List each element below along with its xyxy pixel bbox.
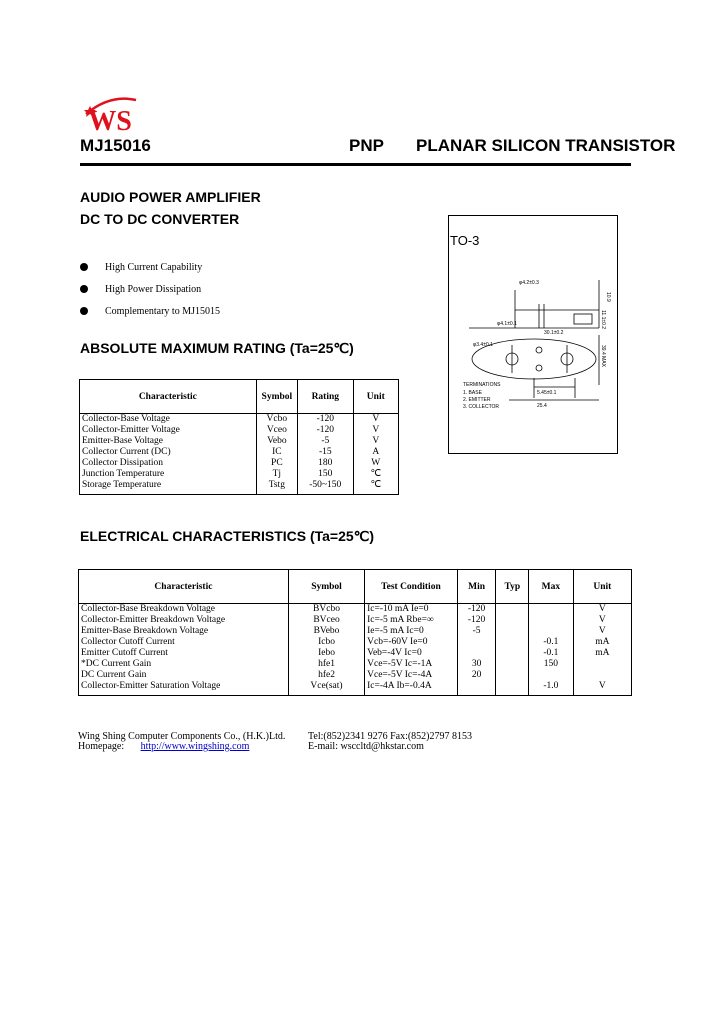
table-cell: Collector-Emitter Breakdown Voltage <box>79 615 289 626</box>
table-cell: Collector Cutoff Current <box>79 637 289 648</box>
table-cell: Collector-Base Voltage <box>80 414 257 426</box>
table-cell: ℃ <box>353 469 398 480</box>
table-cell: mA <box>573 648 631 659</box>
dim-label: φ3.4±0.1 <box>473 342 493 348</box>
logo-text: WS <box>88 106 132 136</box>
table-cell: -50~150 <box>298 480 354 495</box>
bullet-icon <box>80 263 88 271</box>
table-cell: BVceo <box>288 615 364 626</box>
table-cell: V <box>353 436 398 447</box>
table-cell: 30 <box>457 659 496 670</box>
dim-label: 11.1±0.2 <box>600 310 606 330</box>
table-cell: 20 <box>457 670 496 681</box>
table-row <box>79 615 632 626</box>
table-row <box>80 458 399 469</box>
table-cell: Vce(sat) <box>288 681 364 696</box>
table-row <box>79 681 632 696</box>
table-cell <box>573 670 631 681</box>
table-cell: Emitter-Base Breakdown Voltage <box>79 626 289 637</box>
table-cell <box>529 615 574 626</box>
table-row <box>79 648 632 659</box>
table-row <box>80 414 399 426</box>
homepage-label: Homepage: <box>78 741 125 752</box>
table-cell: -5 <box>298 436 354 447</box>
table-cell <box>529 604 574 616</box>
table-cell <box>496 637 529 648</box>
table-cell <box>573 659 631 670</box>
dim-label: φ4.2±0.3 <box>519 280 539 286</box>
table-cell: V <box>353 414 398 426</box>
table-cell: Collector Dissipation <box>80 458 257 469</box>
application-2: DC TO DC CONVERTER <box>80 211 240 227</box>
table-cell <box>457 681 496 696</box>
table-cell: V <box>573 604 631 616</box>
dim-label: 39.4 MAX <box>600 345 606 367</box>
col-header: Characteristic <box>80 380 257 414</box>
part-number: MJ15016 <box>80 136 151 155</box>
polarity: PNP <box>349 136 384 155</box>
table-cell <box>496 670 529 681</box>
table-cell: -0.1 <box>529 637 574 648</box>
table-cell: Storage Temperature <box>80 480 257 495</box>
table-cell <box>496 648 529 659</box>
table-cell: DC Current Gain <box>79 670 289 681</box>
table-cell: V <box>573 681 631 696</box>
table-cell: -120 <box>298 414 354 426</box>
col-header: Symbol <box>256 380 297 414</box>
table-cell: Ie=-5 mA Ic=0 <box>365 626 458 637</box>
table-cell: Emitter-Base Voltage <box>80 436 257 447</box>
feature-list <box>80 256 220 322</box>
table-cell: -15 <box>298 447 354 458</box>
table-cell: -1.0 <box>529 681 574 696</box>
table-cell: Collector-Emitter Saturation Voltage <box>79 681 289 696</box>
table-cell: hfe1 <box>288 659 364 670</box>
feature-item: Complementary to MJ15015 <box>80 300 220 322</box>
table-cell: Collector-Emitter Voltage <box>80 425 257 436</box>
table-cell: Vce=-5V Ic=-4A <box>365 670 458 681</box>
termination-item: 1. BASE <box>463 390 482 396</box>
table-cell: hfe2 <box>288 670 364 681</box>
package-name: TO-3 <box>450 233 480 248</box>
table-cell: 180 <box>298 458 354 469</box>
to3-package-drawing <box>449 270 615 420</box>
table-cell <box>496 681 529 696</box>
table-cell: A <box>353 447 398 458</box>
table-cell: 150 <box>298 469 354 480</box>
table-cell: Tstg <box>256 480 297 495</box>
table-cell: -0.1 <box>529 648 574 659</box>
table-cell: Ic=-10 mA Ie=0 <box>365 604 458 616</box>
table-row <box>79 670 632 681</box>
table-cell: Iebo <box>288 648 364 659</box>
table-cell: Emitter Cutoff Current <box>79 648 289 659</box>
dim-label: 25.4 <box>537 403 547 409</box>
homepage-row <box>78 741 249 752</box>
homepage-link[interactable]: http://www.wingshing.com <box>140 741 250 752</box>
table-cell: Collector Current (DC) <box>80 447 257 458</box>
dim-label: 30.1±0.2 <box>544 330 564 336</box>
table-cell: Junction Temperature <box>80 469 257 480</box>
table-cell <box>496 615 529 626</box>
table-cell <box>457 637 496 648</box>
col-header: Unit <box>573 570 631 604</box>
table-cell: ℃ <box>353 480 398 495</box>
dim-label: 5.45±0.1 <box>537 390 557 396</box>
feature-item: High Power Dissipation <box>80 278 220 300</box>
col-header: Test Condition <box>365 570 458 604</box>
table-cell: BVcbo <box>288 604 364 616</box>
table-row <box>79 604 632 616</box>
table-cell: Tj <box>256 469 297 480</box>
table-cell: Vebo <box>256 436 297 447</box>
table-cell: *DC Current Gain <box>79 659 289 670</box>
contact-email: E-mail: wsccltd@hkstar.com <box>308 741 424 752</box>
table-cell: BVebo <box>288 626 364 637</box>
bullet-icon <box>80 285 88 293</box>
col-header: Unit <box>353 380 398 414</box>
table-cell: Collector-Base Breakdown Voltage <box>79 604 289 616</box>
col-header: Max <box>529 570 574 604</box>
table-cell: -120 <box>298 425 354 436</box>
table-cell <box>529 626 574 637</box>
table-row <box>80 425 399 436</box>
col-header: Typ <box>496 570 529 604</box>
table-cell: -120 <box>457 615 496 626</box>
abs-max-table <box>79 379 399 495</box>
page-title: PLANAR SILICON TRANSISTOR <box>416 136 676 155</box>
table-cell: mA <box>573 637 631 648</box>
table-row <box>80 447 399 458</box>
dim-label: 10.9 <box>605 292 611 302</box>
table-cell: Vceo <box>256 425 297 436</box>
termination-item: 2. EMITTER <box>463 397 491 403</box>
table-row <box>79 626 632 637</box>
contact-phone-fax: Tel:(852)2341 9276 Fax:(852)2797 8153 <box>308 731 473 742</box>
feature-item: High Current Capability <box>80 256 220 278</box>
table-row <box>79 637 632 648</box>
col-header: Characteristic <box>79 570 289 604</box>
table-row <box>80 480 399 495</box>
table-cell: 150 <box>529 659 574 670</box>
table-cell: W <box>353 458 398 469</box>
table-cell: V <box>353 425 398 436</box>
dim-label: φ4.1±0.1 <box>497 321 517 327</box>
col-header: Symbol <box>288 570 364 604</box>
col-header: Rating <box>298 380 354 414</box>
table-cell <box>496 659 529 670</box>
table-cell <box>529 670 574 681</box>
title-divider <box>80 163 631 166</box>
table-cell <box>457 648 496 659</box>
table-row <box>79 659 632 670</box>
table-row <box>80 469 399 480</box>
table-cell: Icbo <box>288 637 364 648</box>
company-name: Wing Shing Computer Components Co., (H.K.)Ltd. <box>78 731 286 742</box>
table-cell <box>496 604 529 616</box>
termination-item: 3. COLLECTOR <box>463 404 500 410</box>
table-cell: -120 <box>457 604 496 616</box>
table-cell: PC <box>256 458 297 469</box>
table-cell: V <box>573 615 631 626</box>
table-cell: -5 <box>457 626 496 637</box>
application-1: AUDIO POWER AMPLIFIER <box>80 189 261 205</box>
bullet-icon <box>80 307 88 315</box>
abs-max-title: ABSOLUTE MAXIMUM RATING (Ta=25℃) <box>80 340 354 356</box>
table-cell: V <box>573 626 631 637</box>
col-header: Min <box>457 570 496 604</box>
terminations-title: TERMINATIONS <box>463 382 501 388</box>
table-cell <box>496 626 529 637</box>
table-cell: Veb=-4V Ic=0 <box>365 648 458 659</box>
table-cell: Vcbo <box>256 414 297 426</box>
table-row <box>80 436 399 447</box>
table-cell: Vce=-5V Ic=-1A <box>365 659 458 670</box>
table-cell: Ic=-4A Ib=-0.4A <box>365 681 458 696</box>
elec-table <box>78 569 632 696</box>
table-cell: Vcb=-60V Ie=0 <box>365 637 458 648</box>
table-cell: IC <box>256 447 297 458</box>
elec-title: ELECTRICAL CHARACTERISTICS (Ta=25℃) <box>80 528 375 544</box>
table-cell: Ic=-5 mA Rbe=∞ <box>365 615 458 626</box>
wingshing-logo <box>80 92 140 136</box>
